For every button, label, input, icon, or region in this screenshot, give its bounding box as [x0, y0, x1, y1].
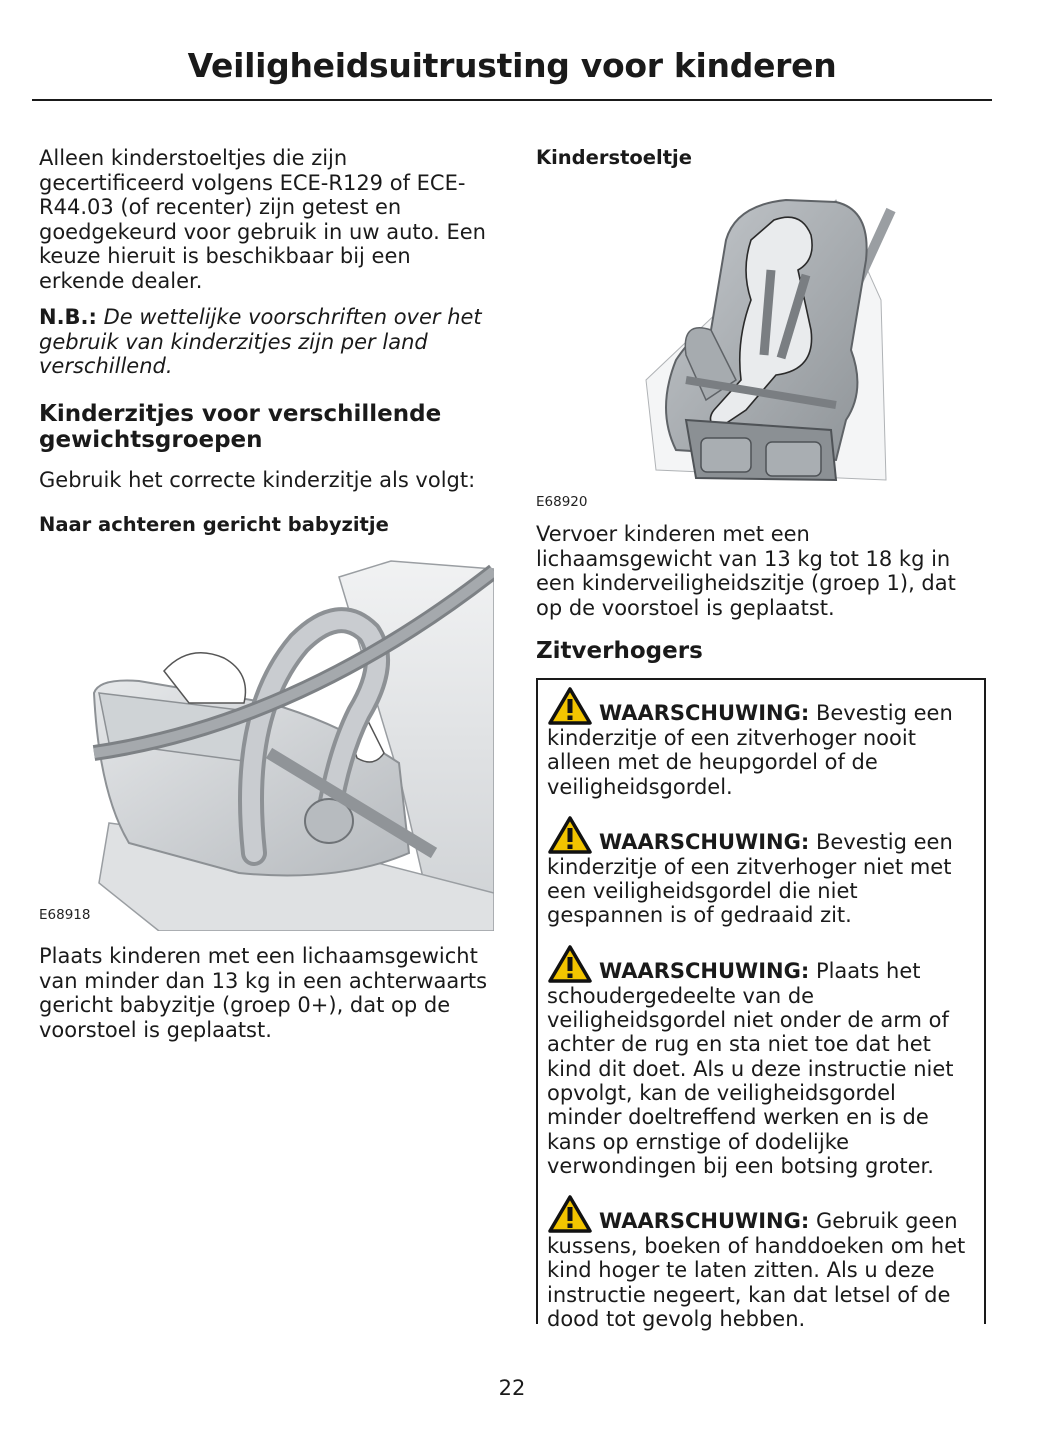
header-divider [32, 99, 992, 101]
figure-code-e68918: E68918 [39, 907, 91, 923]
page-number: 22 [498, 1376, 526, 1400]
subheading-child-seat: Kinderstoeltje [536, 146, 692, 169]
warning-label: WAARSCHUWING: [599, 701, 810, 725]
warning-label: WAARSCHUWING: [599, 829, 810, 854]
note-label: N.B.: [39, 305, 97, 329]
warning-label: WAARSCHUWING: [599, 1209, 810, 1234]
warning-triangle-icon [547, 686, 593, 726]
warning-text: Bevestig een kinderzitje of een zitverhoger nooit alleen met de heupgordel of de veiligheidsgordel. [547, 701, 953, 799]
forward-facing-child-seat-illustration [536, 180, 986, 490]
rear-facing-baby-seat-illustration [39, 553, 494, 931]
warning-item [547, 1194, 974, 1331]
warnings-box [536, 678, 986, 1332]
section-heading-booster-seats: Zitverhogers [536, 638, 703, 664]
section-heading-weight-groups: Kinderzitjes voor verschillende gewichtsgroepen [39, 400, 442, 453]
child-seat-figure [536, 180, 986, 510]
left-column [39, 146, 494, 1042]
child-seat-caption: Vervoer kinderen met een lichaamsgewicht van 13 kg tot 18 kg in een kinderveiligheidszitje (groep 1), dat op de voorstoel is geplaatst. [536, 522, 956, 620]
warning-label: WAARSCHUWING: [599, 958, 810, 983]
warning-text: Plaats het schoudergedeelte van de veiligheidsgordel niet onder de arm of achter de rug en sta niet toe dat het kind dit doet. Als u deze instructie niet opvolgt, kan de veiligheidsgordel minder doeltreffend werken en is de kans op ernstige of dodelijke verwondingen bij een botsing groter. [547, 958, 954, 1178]
note-paragraph [39, 305, 494, 379]
note-text: De wettelijke voorschriften over het gebruik van kinderzitjes zijn per land verschillend. [39, 305, 482, 378]
section-intro: Gebruik het correcte kinderzitje als volgt: [39, 467, 476, 492]
warning-text: Bevestig een kinderzitje of een zitverhoger niet met een veiligheidsgordel die niet gespannen is of gedraaid zit. [547, 829, 953, 928]
warning-item [547, 686, 974, 799]
warning-triangle-icon [547, 815, 593, 855]
rear-facing-seat-figure [39, 553, 494, 931]
warning-text: Gebruik geen kussens, boeken of handdoeken om het kind hoger te laten zitten. Als u deze instructie negeert, kan dat letsel of de dood tot gevolg hebben. [547, 1209, 966, 1332]
right-column [536, 146, 986, 1332]
subheading-rear-facing: Naar achteren gericht babyzitje [39, 513, 389, 536]
warning-triangle-icon [547, 1194, 593, 1234]
intro-paragraph: Alleen kinderstoeltjes die zijn gecertificeerd volgens ECE-R129 of ECE-R44.03 (of recenter) zijn getest en goedgekeurd voor gebruik in uw auto. Een keuze hieruit is beschikbaar bij een erkende dealer. [39, 146, 486, 293]
figure-code-e68920: E68920 [536, 494, 588, 510]
page-title: Veiligheidsuitrusting voor kinderen [187, 46, 837, 85]
rear-facing-caption: Plaats kinderen met een lichaamsgewicht van minder dan 13 kg in een achterwaarts gericht babyzitje (groep 0+), dat op de voorstoel is geplaatst. [39, 944, 488, 1042]
warning-item [547, 944, 974, 1178]
warning-item [547, 815, 974, 928]
warning-triangle-icon [547, 944, 593, 984]
